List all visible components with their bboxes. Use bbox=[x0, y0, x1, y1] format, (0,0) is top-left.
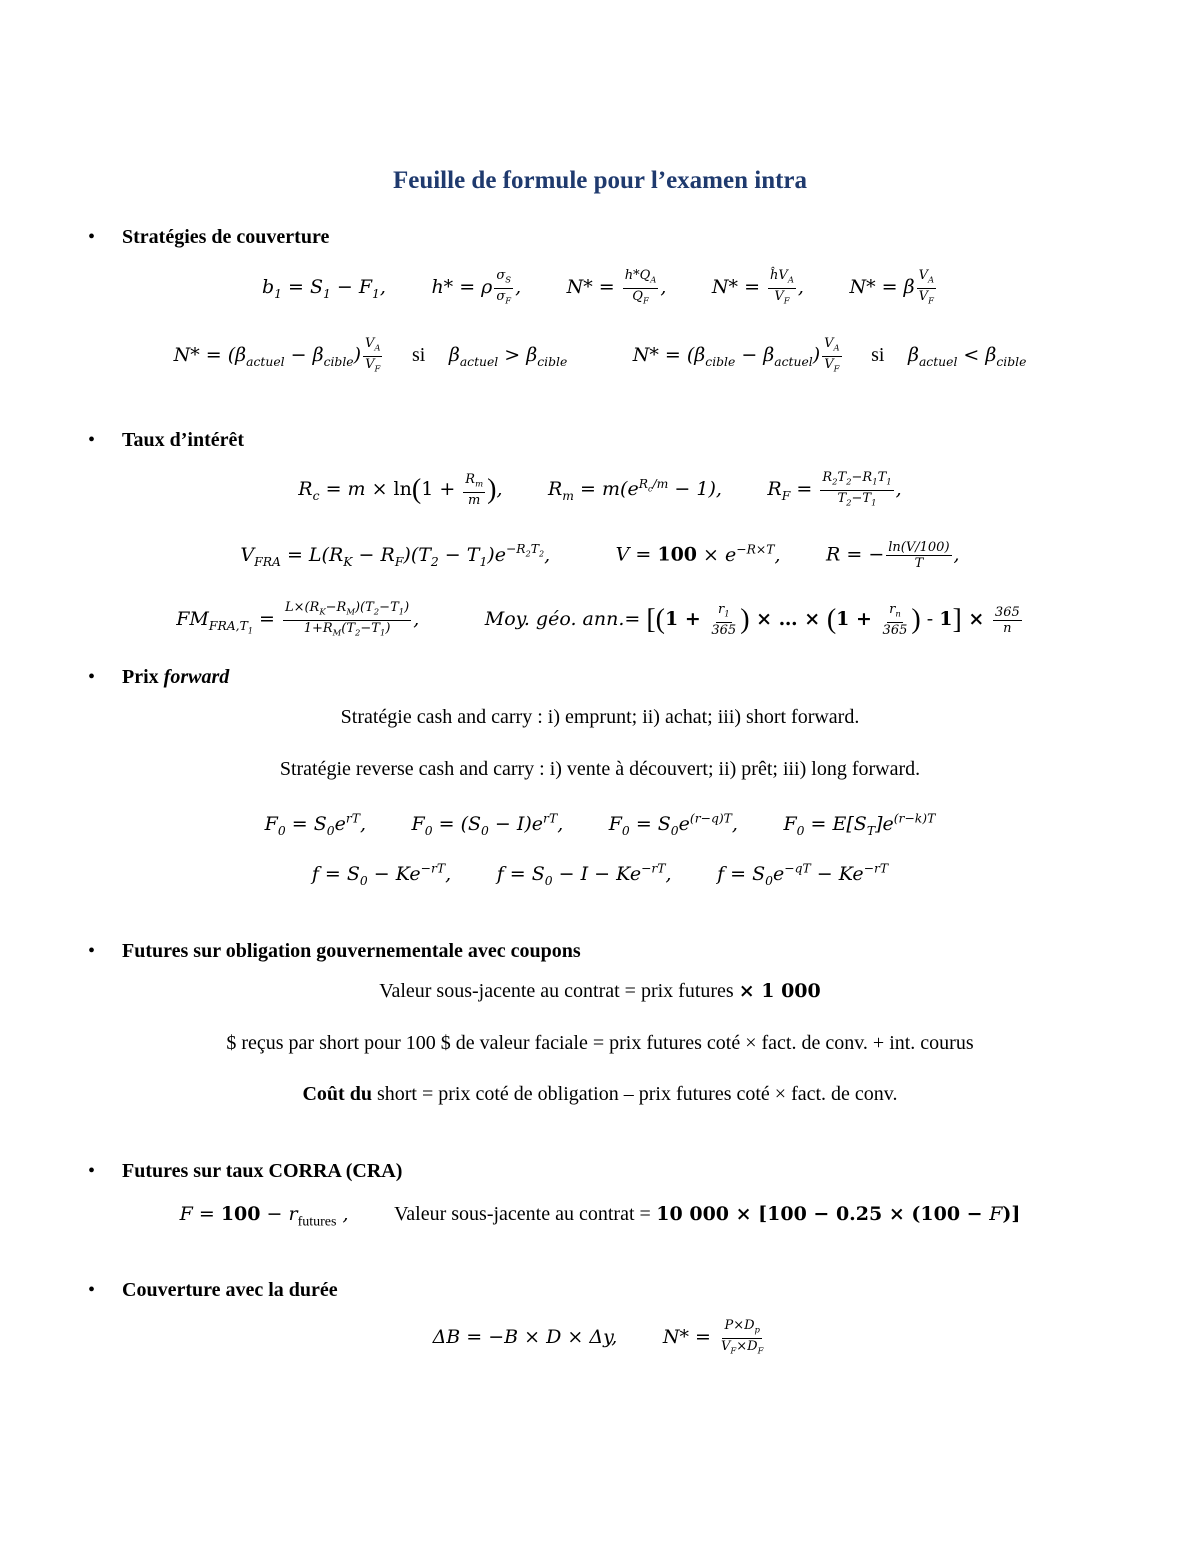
cash-carry-line: Stratégie cash and carry : i) emprunt; ii) achat; iii) short forward. bbox=[340, 706, 860, 728]
bullet-icon: • bbox=[88, 666, 96, 688]
section-heading-taux: • Taux d’intérêt bbox=[88, 429, 245, 451]
bond-line-1: Valeur sous-jacente au contrat = prix futures × 1 000 bbox=[379, 980, 821, 1002]
formula-row-fm-moy: $FM_{FRA,T_1}$ = $\frac{L\times(R_K-R_M)(T_2-T_1)}{1+R_M(T_2-T_1)}$ , Moy. géo. ann.= [(1 + $\frac{r_1}{365}$ ) × … × (1 + $\frac{r_n}{365}$ ) - 1] × $\frac{365}{n}$ bbox=[176, 600, 1020, 638]
formula-row-forward-values: $f = S_0 - Ke^{-rT}$, $f = S_0 - I - Ke^{-rT}$, $f = S_0e^{-qT} - Ke^{-rT}$ bbox=[311, 861, 889, 888]
section-heading-corra: • Futures sur taux CORRA (CRA) bbox=[88, 1160, 403, 1182]
formula-row-forward-prices: $F_0 = S_0e^{rT}$, $F_0 = (S_0 - I)e^{rT}$, $F_0 = S_0e^{(r-q)T}$, $F_0 = E[S_T]e^{(r-k)T}$ bbox=[264, 811, 936, 838]
bullet-icon: • bbox=[88, 429, 96, 451]
bond-line-2: $ reçus par short pour 100 $ de valeur faciale = prix futures coté × fact. de conv. + int. courus bbox=[226, 1032, 974, 1054]
section-heading-forward: • Prix forward bbox=[88, 666, 230, 688]
formula-row-duration: ΔB = −B × D × Δy, N* = $\frac{P\times D_p}{V_F\times D_F}$ bbox=[432, 1318, 764, 1356]
formula-row-basis-hedge: $b_1 = S_1 - F_1$, h* = ρ $\frac{\sigma_S}{\sigma_F}$ , N* = $\frac{h*Q_A}{Q_F}$ , N* = $\frac{ĥV_A}{V_F}$ , N* = β $\frac{V_A}{V_F}$ bbox=[261, 268, 935, 306]
section-heading-duree: • Couverture avec la durée bbox=[88, 1279, 338, 1301]
formula-row-corra: $F = 100 - r_{futures}$ , Valeur sous-jacente au contrat = 10 000 × [100 − 0.25 × (100 − F)] bbox=[179, 1203, 1021, 1230]
formula-row-beta-adjust: $N* = (\beta_{actuel} - \beta_{cible})$ $\frac{V_A}{V_F}$ si $\beta_{actuel} > \beta_{cible}$ $N* = (\beta_{cible} - \beta_{actuel})$ $\frac{V_A}{V_F}$ si $\beta_{actuel} < \beta_{cible}$ bbox=[173, 336, 1027, 374]
section-heading-couverture: • Stratégies de couverture bbox=[88, 226, 330, 248]
bullet-icon: • bbox=[88, 940, 96, 962]
bond-line-3: Coût du short = prix coté de obligation – prix futures coté × fact. de conv. bbox=[302, 1083, 898, 1105]
formula-row-rates: $R_c = m \times \ln(1$ + $\frac{R_m}{m}$ ), $R_m = m(e^{R_c/m} - 1)$, $R_F$ = $\frac{R_2T_2-R_1T_1}{T_2-T_1}$ , bbox=[298, 470, 902, 508]
bullet-icon: • bbox=[88, 226, 96, 248]
section-heading-obligation: • Futures sur obligation gouvernementale avec coupons bbox=[88, 940, 581, 962]
bullet-icon: • bbox=[88, 1279, 96, 1301]
reverse-cash-carry-line: Stratégie reverse cash and carry : i) vente à découvert; ii) prêt; iii) long forward. bbox=[279, 758, 921, 780]
formula-row-fra: $V_{FRA} = L(R_K - R_F)(T_2 - T_1)e^{-R_2T_2}$, $V = 100 \times e^{-R\times T}$, R = − $\frac{\ln(V/100)}{T}$ , bbox=[240, 540, 960, 571]
page-title: Feuille de formule pour l’examen intra bbox=[392, 167, 808, 194]
bullet-icon: • bbox=[88, 1160, 96, 1182]
